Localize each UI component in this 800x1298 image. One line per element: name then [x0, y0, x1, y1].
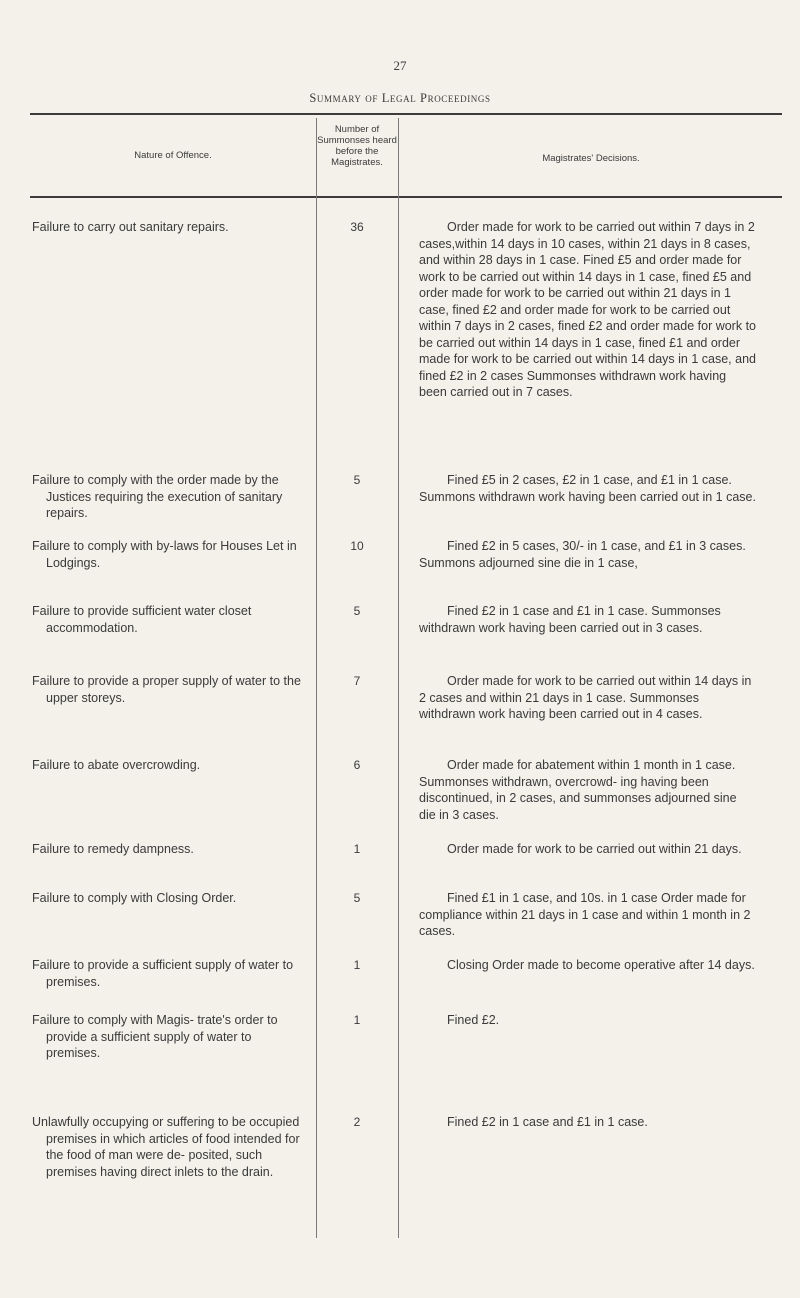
- offence-cell: Failure to remedy dampness.: [32, 842, 194, 856]
- table-top-rule: [30, 113, 782, 115]
- summons-count: 1: [353, 1013, 361, 1027]
- header-number: Number of Summonses heard before the Magistrates.: [317, 124, 397, 168]
- header-offence: Nature of Offence.: [134, 150, 212, 161]
- decision-cell: Fined £2.: [447, 1013, 500, 1027]
- decision-cell: Order made for work to be carried out within 21 days.: [447, 842, 742, 856]
- decision-cell: Order made for work to be carried out within 7 days in 2 cases,within 14 days in 10 cases, within 21 days in 8 cases, and within 28 days in 1 case. Fined £5 and order made for work to be carried out within 14 days in 1 case, fined £5 and order made for work to be carried out within 21 days in 1 case, fined £2 and order made for work to be carried out within 7 days in 2 cases, fined £2 and order made for work to be carried out within 14 days in 1 case, fined £1 and order made for work to be carried out within 14 days in 1 case, and fined £2 in 2 cases Summonses withdrawn work having been carried out in 7 cases.: [419, 220, 756, 399]
- offence-cell: Failure to provide a proper supply of water to the upper storeys.: [32, 674, 301, 705]
- decision-cell: Fined £5 in 2 cases, £2 in 1 case, and £1 in 1 case. Summons withdrawn work having been carried out in 1 case.: [419, 473, 756, 504]
- header-decisions: Magistrates' Decisions.: [542, 153, 640, 164]
- decision-cell: Fined £1 in 1 case, and 10s. in 1 case Order made for compliance within 21 days in 1 case and within 1 month in 2 cases.: [419, 891, 751, 938]
- decision-cell: Order made for work to be carried out within 14 days in 2 cases and within 21 days in 1 case. Summonses withdrawn work having been carried out in 4 cases.: [419, 674, 752, 721]
- decision-cell: Order made for abatement within 1 month in 1 case. Summonses withdrawn, overcrowd- ing having been discontinued, in 2 cases, and summonses adjourned sine die in 3 cases.: [419, 758, 737, 822]
- offence-cell: Failure to comply with the order made by the Justices requiring the execution of sanitary repairs.: [32, 473, 283, 520]
- offence-cell: Failure to comply with Magis- trate's order to provide a sufficient supply of water to premises.: [32, 1013, 278, 1060]
- summons-count: 2: [353, 1115, 361, 1129]
- column-divider-right: [398, 118, 399, 1238]
- decision-cell: Closing Order made to become operative after 14 days.: [447, 958, 755, 972]
- offence-cell: Failure to carry out sanitary repairs.: [32, 220, 229, 234]
- summons-count: 5: [353, 604, 361, 618]
- summons-count: 10: [350, 539, 364, 553]
- offence-cell: Failure to provide a sufficient supply of water to premises.: [32, 958, 294, 989]
- decision-cell: Fined £2 in 1 case and £1 in 1 case. Summonses withdrawn work having been carried out in 3 cases.: [419, 604, 721, 635]
- summons-count: 1: [353, 958, 361, 972]
- decision-cell: Fined £2 in 5 cases, 30/- in 1 case, and £1 in 3 cases. Summons adjourned sine die in 1 case,: [419, 539, 746, 570]
- offence-cell: Failure to abate overcrowding.: [32, 758, 201, 772]
- decision-cell: Fined £2 in 1 case and £1 in 1 case.: [447, 1115, 648, 1129]
- page-title: Summary of Legal Proceedings: [309, 91, 491, 105]
- page-number: 27: [393, 58, 407, 73]
- summons-count: 6: [353, 758, 361, 772]
- offence-cell: Failure to comply with Closing Order.: [32, 891, 237, 905]
- offence-cell: Failure to provide sufficient water closet accommodation.: [32, 604, 252, 635]
- summons-count: 36: [350, 220, 364, 234]
- summons-count: 7: [353, 674, 361, 688]
- summons-count: 1: [353, 842, 361, 856]
- offence-cell: Failure to comply with by-laws for Houses Let in Lodgings.: [32, 539, 297, 570]
- header-bottom-rule: [30, 196, 782, 198]
- offence-cell: Unlawfully occupying or suffering to be occupied premises in which articles of food intended for the food of man were de- posited, such premises having direct inlets to the drain.: [32, 1115, 300, 1179]
- summons-count: 5: [353, 473, 361, 487]
- summons-count: 5: [353, 891, 361, 905]
